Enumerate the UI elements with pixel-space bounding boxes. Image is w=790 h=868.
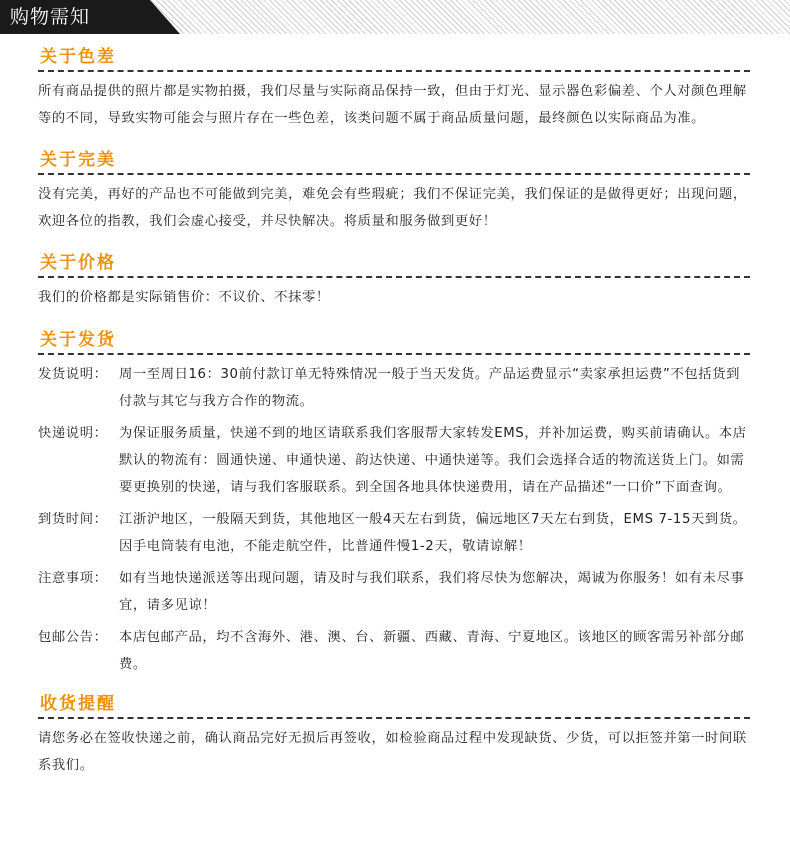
shipping-text-notes: 如有当地快递派送等出现问题，请及时与我们联系，我们将尽快为您解决，竭诚为你服务！如有未尽事宜，请多见谅！	[119, 571, 745, 613]
section-text-color: 所有商品提供的照片都是实物拍摄，我们尽量与实际商品保持一致，但由于灯光、显示器色彩偏差、个人对颜色理解等的不同，导致实物可能会与照片存在一些色差，该类问题不属于商品质量问题，最终颜色以实际商品为准。	[38, 84, 747, 126]
header-stripes	[150, 0, 790, 34]
section-text-receipt: 请您务必在签收快递之前，确认商品完好无损后再签收，如检验商品过程中发现缺货、少货，可以拒签并第一时间联系我们。	[38, 731, 747, 773]
shipping-label-dispatch: 发货说明：	[38, 367, 108, 382]
shipping-item-notes	[38, 565, 750, 619]
section-title-receipt: 收货提醒	[40, 694, 116, 714]
shipping-item-free-shipping	[38, 624, 750, 678]
shipping-text-arrival: 江浙沪地区，一般隔天到货，其他地区一般4天左右到货，偏远地区7天左右到货，EMS 7-15天到货。因手电筒装有电池，不能走航空件，比普通件慢1-2天，敬请谅解！	[119, 512, 747, 554]
shipping-label-courier: 快递说明：	[38, 426, 108, 441]
section-title-shipping: 关于发货	[40, 330, 116, 350]
section-title-perfect: 关于完美	[40, 150, 116, 170]
shipping-item-dispatch	[38, 361, 750, 415]
divider	[38, 353, 750, 355]
divider	[38, 70, 750, 72]
divider	[38, 276, 750, 278]
header-bar	[0, 0, 790, 34]
section-text-price: 我们的价格都是实际销售价：不议价、不抹零！	[38, 290, 330, 305]
content	[0, 34, 790, 779]
shipping-item-arrival	[38, 506, 750, 560]
divider	[38, 717, 750, 719]
shipping-text-dispatch: 周一至周日16：30前付款订单无特殊情况一般于当天发货。产品运费显示“卖家承担运费”不包括货到付款与其它与我方合作的物流。	[119, 367, 740, 409]
shipping-label-notes: 注意事项：	[38, 571, 108, 586]
shipping-label-arrival: 到货时间：	[38, 512, 108, 527]
shipping-label-free-shipping: 包邮公告：	[38, 630, 108, 645]
shipping-item-courier	[38, 420, 750, 501]
page-title: 购物需知	[10, 6, 91, 28]
section-text-perfect: 没有完美，再好的产品也不可能做到完美，难免会有些瑕疵；我们不保证完美，我们保证的是做得更好；出现问题，欢迎各位的指教，我们会虚心接受，并尽快解决。将质量和服务做到更好！	[38, 187, 747, 229]
section-title-color: 关于色差	[40, 47, 116, 67]
divider	[38, 173, 750, 175]
shipping-text-courier: 为保证服务质量，快递不到的地区请联系我们客服帮大家转发EMS，并补加运费，购买前请确认。本店默认的物流有：圆通快递、申通快递、韵达快递、中通快递等。我们会选择合适的物流送货上门。如需要更换别的快递，请与我们客服联系。到全国各地具体快递费用，请在产品描述“一口价”下面查询。	[119, 426, 747, 495]
shipping-text-free-shipping: 本店包邮产品，均不含海外、港、澳、台、新疆、西藏、青海、宁夏地区。该地区的顾客需另补部分邮费。	[119, 630, 745, 672]
section-title-price: 关于价格	[40, 253, 116, 273]
